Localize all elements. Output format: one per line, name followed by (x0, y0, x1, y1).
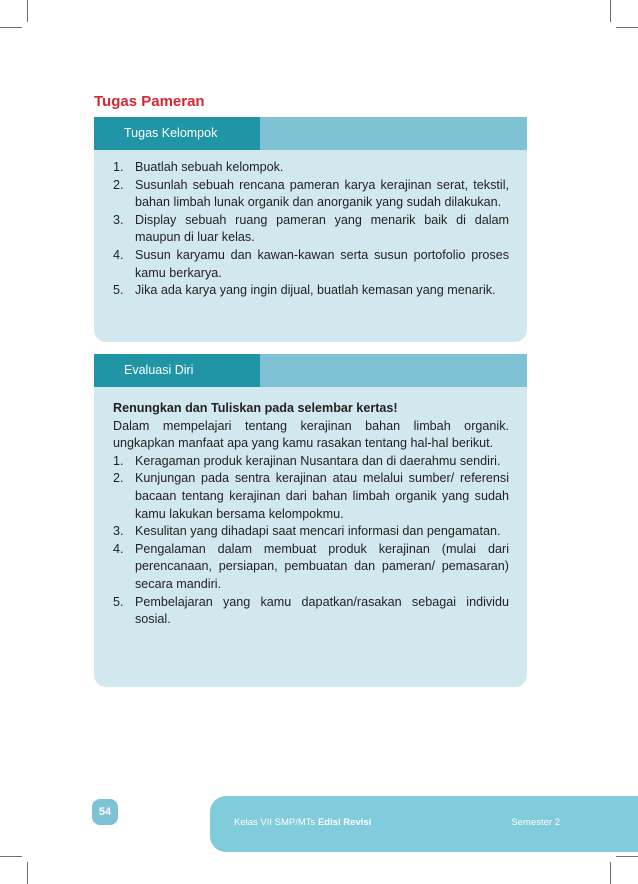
list-item: 1. Keragaman produk kerajinan Nusantara dan di daerahmu sendiri. (113, 453, 501, 468)
list-item: 4. Pengalaman dalam membuat produk kerajinan (mulai dari perencanaan, persiapan, pembuatan dan pameran/ pemasaran) secara mandiri. (113, 541, 509, 591)
group-task-header (94, 117, 527, 150)
crop-mark (0, 856, 22, 857)
crop-mark (610, 862, 611, 884)
self-eval-header (94, 354, 527, 387)
group-task-card (94, 117, 527, 342)
crop-mark (616, 27, 638, 28)
list-item: 2. Kunjungan pada sentra kerajinan atau melalui sumber/ referensi bacaan tentang kerajinan dari bahan limbah organik yang sudah kamu lakukan bersama kelompokmu. (113, 471, 509, 521)
list-item: 5. Pembelajaran yang kamu dapatkan/rasakan sebagai individu sosial. (113, 594, 509, 627)
edition-label: Edisi Revisi (317, 817, 372, 828)
self-eval-intro: Dalam mempelajari tentang kerajinan bahan limbah organik. ungkapkan manfaat apa yang kamu rasakan tentang hal-hal berikut. (113, 418, 509, 451)
self-eval-card (94, 354, 527, 687)
list-item: 3. Kesulitan yang dihadapi saat mencari informasi dan pengamatan. (113, 524, 501, 539)
self-eval-body (94, 387, 527, 629)
group-task-tab: Tugas Kelompok (94, 117, 260, 150)
self-eval-list (113, 453, 509, 629)
list-item: 2. Susunlah sebuah rencana pameran karya kerajinan serat, tekstil, bahan limbah lunak organik dan anorganik yang sudah dilakukan. (113, 177, 509, 210)
group-task-list (113, 159, 509, 300)
class-label: Kelas VII SMP/MTs (234, 817, 316, 828)
list-item: 3. Display sebuah ruang pameran yang menarik baik di dalam maupun di luar kelas. (113, 212, 509, 245)
semester-label: Semester 2 (511, 817, 560, 828)
crop-mark (0, 27, 22, 28)
crop-mark (27, 862, 28, 884)
list-item: 1. Buatlah sebuah kelompok. (113, 160, 284, 174)
group-task-body (94, 150, 527, 300)
list-item: 5. Jika ada karya yang ingin dijual, buatlah kemasan yang menarik. (113, 283, 496, 298)
list-item: 4. Susun karyamu dan kawan-kawan serta susun portofolio proses kamu berkarya. (113, 247, 509, 280)
crop-mark (616, 856, 638, 857)
footer-class-label (234, 817, 371, 828)
footer-bar (210, 796, 638, 852)
section-title: Tugas Pameran (94, 93, 205, 110)
crop-mark (610, 0, 611, 22)
crop-mark (27, 0, 28, 22)
self-eval-tab: Evaluasi Diri (94, 354, 260, 387)
self-eval-heading: Renungkan dan Tuliskan pada selembar kertas! (113, 401, 398, 415)
page-number: 54 (92, 799, 118, 825)
